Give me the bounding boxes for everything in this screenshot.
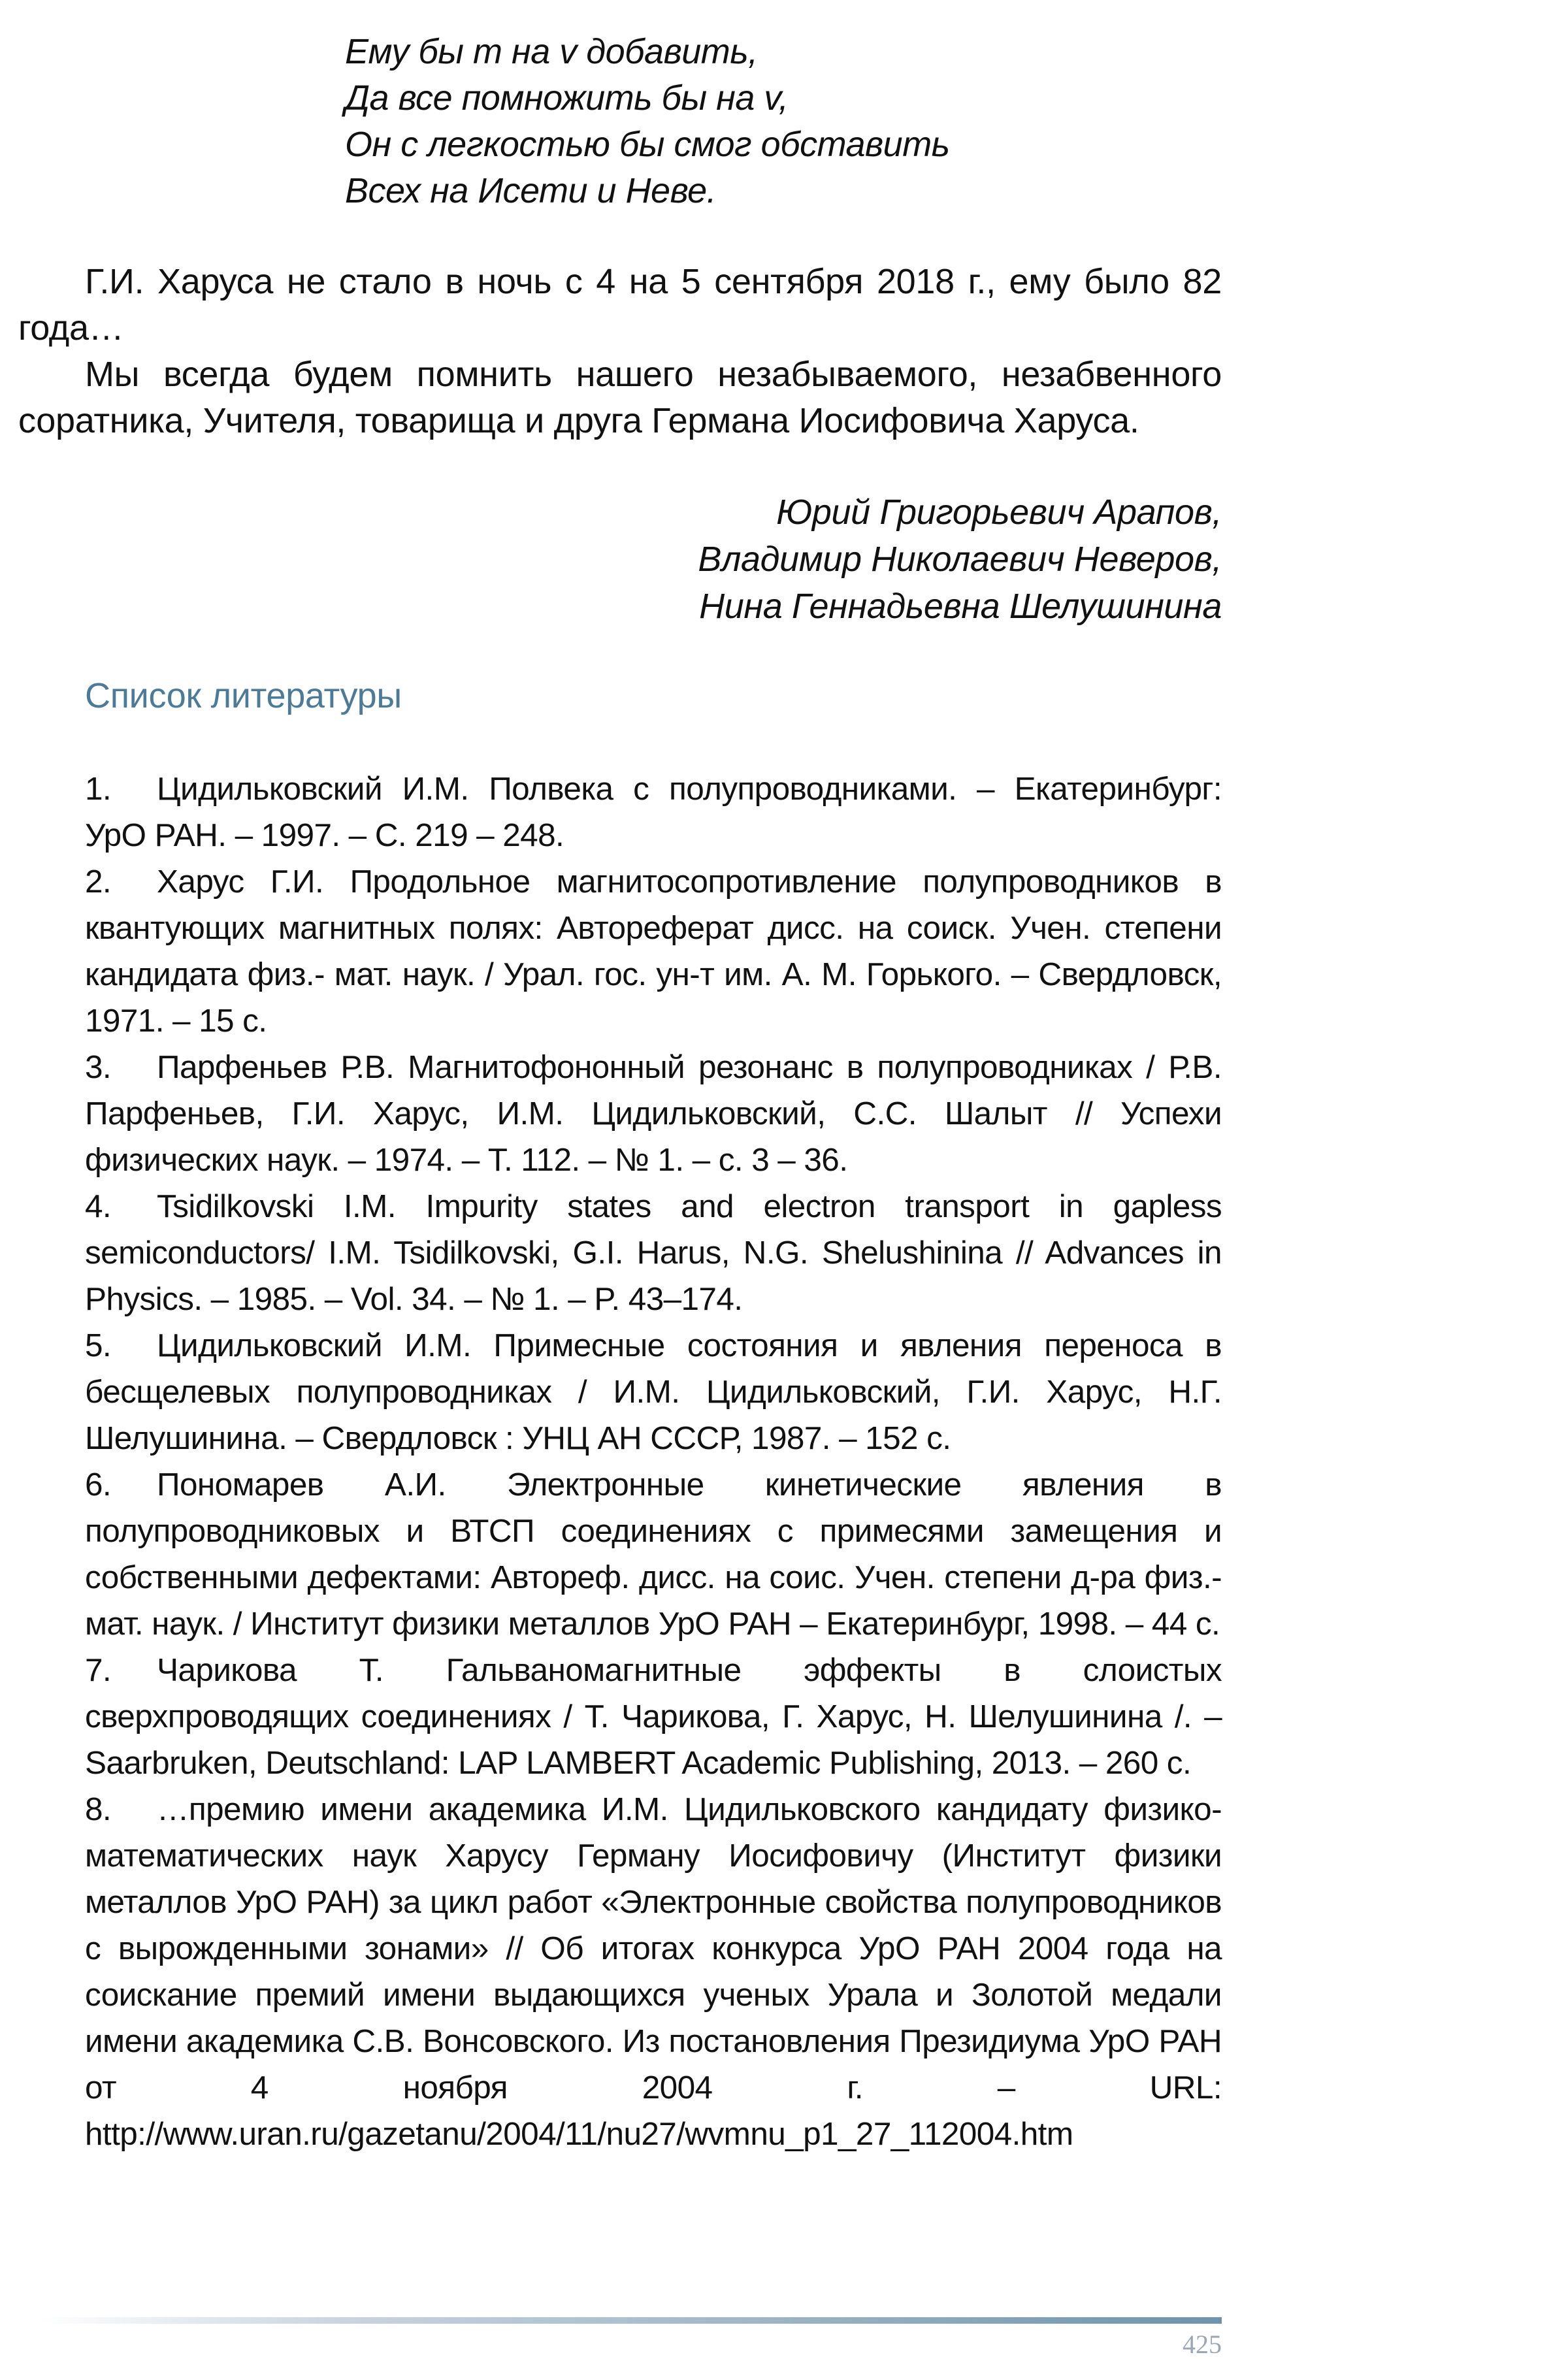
- signature-line: Нина Геннадьевна Шелушинина: [699, 587, 1222, 626]
- poem-line: Да все помножить бы на v,: [345, 78, 789, 118]
- reference-number: 5.: [85, 1327, 112, 1363]
- reference-text: Цидильковский И.М. Полвека с полупроводниками. – Екатеринбург: УрО РАН. – 1997. – С. 219 – 248.: [85, 771, 1222, 853]
- reference-item: [85, 1786, 1222, 2157]
- reference-number: 2.: [85, 864, 112, 900]
- reference-item: [85, 766, 1222, 858]
- reference-item: [85, 1647, 1222, 1786]
- reference-item: [85, 1461, 1222, 1647]
- reference-item: [85, 1183, 1222, 1322]
- poem-line: Всех на Исети и Неве.: [345, 171, 717, 210]
- reference-text: …премию имени академика И.М. Цидильковского кандидату физико-математических наук Харусу Герману Иосифовичу (Институт физики металлов УрО РАН) за цикл работ «Электронные свойства полупроводников с вырожденными зонами» // Об итогах конкурса УрО РАН 2004 года на соискание премий имени выдающихся ученых Урала и Золотой медали имени академика С.В. Вонсовского. Из постановления Президиума УрО РАН от 4 ноября 2004 г. – URL: http://www.uran.ru/gazetanu/2004/11/nu27/wvmnu_p1_27_112004.htm: [85, 1791, 1222, 2152]
- poem-line: Ему бы m на v добавить,: [345, 32, 758, 71]
- reference-number: 6.: [85, 1467, 112, 1503]
- reference-item: [85, 1322, 1222, 1461]
- reference-item: [85, 858, 1222, 1044]
- reference-number: 8.: [85, 1791, 112, 1827]
- author-signatures: [497, 489, 1222, 630]
- reference-text: Tsidilkovski I.M. Impurity states and electron transport in gapless semiconductors/ I.M. Tsidilkovski, G.I. Harus, N.G. Shelushinina // Advances in Physics. – 1985. – Vol. 34. – № 1. – P. 43–174.: [85, 1188, 1222, 1317]
- references-heading: Список литературы: [85, 676, 402, 715]
- reference-text: Чарикова Т. Гальваномагнитные эффекты в слоистых сверхпроводящих соединениях / Т. Чарикова, Г. Харус, Н. Шелушинина /. – Saarbruken, Deutschland: LAP LAMBERT Academic Publishing, 2013. – 260 с.: [85, 1652, 1222, 1781]
- reference-text: Парфеньев Р.В. Магнитофононный резонанс в полупроводниках / Р.В. Парфеньев, Г.И. Харус, И.М. Цидильковский, С.С. Шалыт // Успехи физических наук. – 1974. – Т. 112. – № 1. – с. 3 – 36.: [85, 1049, 1222, 1178]
- reference-number: 7.: [85, 1652, 112, 1688]
- reference-number: 3.: [85, 1049, 112, 1085]
- paragraph: Мы всегда будем помнить нашего незабываемого, незабвенного соратника, Учителя, товарища и друга Германа Иосифовича Харуса.: [18, 355, 1222, 440]
- references-list: [85, 766, 1222, 2157]
- reference-text: Харус Г.И. Продольное магнитосопротивление полупроводников в квантующих магнитных полях: Автореферат дисс. на соиск. Учен. степени кандидата физ.- мат. наук. / Урал. гос. ун-т им. А. М. Горького. – Свердловск, 1971. – 15 с.: [85, 864, 1222, 1039]
- body-text: [18, 259, 1222, 444]
- reference-text: Цидильковский И.М. Примесные состояния и явления переноса в бесщелевых полупроводниках / И.М. Цидильковский, Г.И. Харус, Н.Г. Шелушинина. – Свердловск : УНЦ АН СССР, 1987. – 152 с.: [85, 1327, 1222, 1456]
- reference-number: 1.: [85, 771, 112, 807]
- reference-number: 4.: [85, 1188, 112, 1224]
- signature-line: Юрий Григорьевич Арапов,: [776, 493, 1222, 532]
- reference-text: Пономарев А.И. Электронные кинетические явления в полупроводниковых и ВТСП соединениях с примесями замещения и собственными дефектами: Автореф. дисс. на соис. Учен. степени д-ра физ.-мат. наук. / Институт физики металлов УрО РАН – Екатеринбург, 1998. – 44 с.: [85, 1467, 1222, 1642]
- footer-divider: [41, 2317, 1222, 2324]
- poem-line: Он с легкостью бы смог обставить: [345, 125, 950, 164]
- signature-line: Владимир Николаевич Неверов,: [698, 540, 1222, 579]
- page-number: 425: [1183, 2330, 1222, 2359]
- reference-item: [85, 1044, 1222, 1183]
- poem: [345, 29, 1194, 214]
- paragraph: Г.И. Харуса не стало в ночь с 4 на 5 сентября 2018 г., ему было 82 года…: [18, 262, 1222, 348]
